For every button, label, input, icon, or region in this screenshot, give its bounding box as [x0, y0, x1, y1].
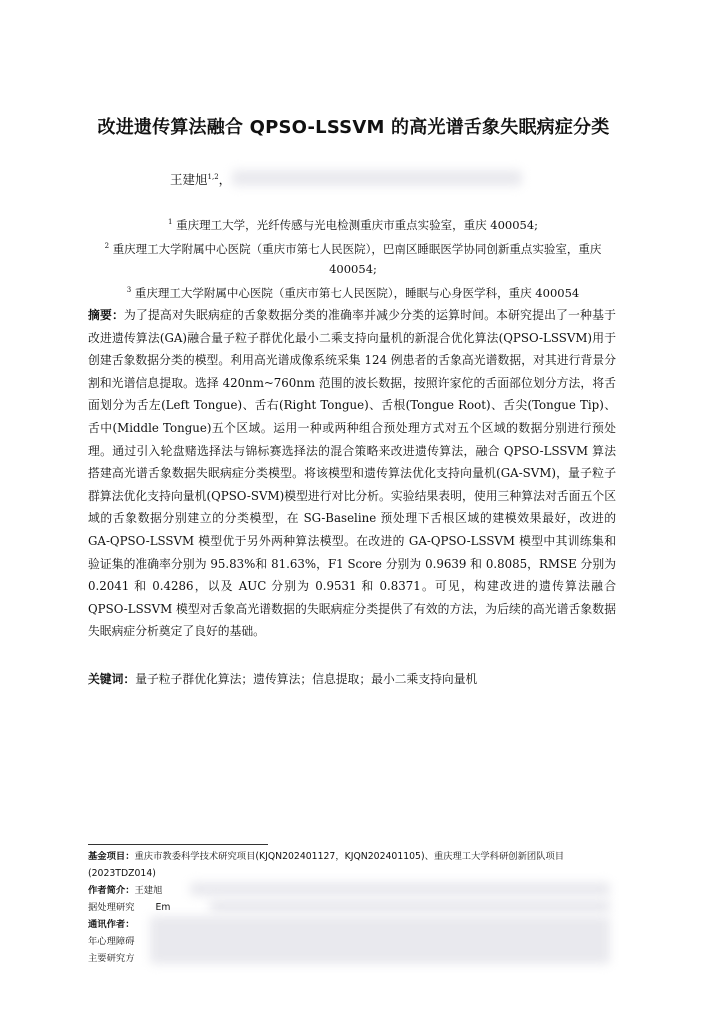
affil-3-sup: 3 [126, 286, 132, 294]
affil-2-text: 重庆理工大学附属中心医院（重庆市第七人民医院），巴南区睡眠医学协同创新重点实验室，重庆 400054; [112, 241, 602, 276]
corr-label: 通讯作者： [88, 919, 135, 930]
affiliation-3 [88, 280, 618, 303]
footnote-divider [88, 844, 268, 845]
paper-title: 改进遗传算法融合 QPSO-LSSVM 的高光谱舌象失眠病症分类 [97, 117, 610, 138]
affiliation-2 [88, 236, 618, 279]
abstract [88, 304, 616, 643]
first-author: 王建旭 [170, 172, 208, 187]
first-author-affil: 1,2 [207, 172, 219, 181]
affil-1-text: 重庆理工大学，光纤传感与光电检测重庆市重点实验室，重庆 400054; [176, 217, 539, 232]
author-note-line2-text: 据处理研究 [88, 902, 135, 913]
keywords-label: 关键词： [88, 672, 136, 686]
affiliation-1 [88, 212, 618, 235]
redacted-footnote-2 [210, 899, 610, 913]
footnote-line4: 年心理障碍 [88, 936, 135, 947]
affil-3-text: 重庆理工大学附属中心医院（重庆市第七人民医院），睡眠与心身医学科，重庆 400054 [134, 285, 580, 300]
redacted-footnote-1 [190, 882, 610, 896]
abstract-label: 摘要： [88, 308, 125, 322]
redacted-footnote-3 [150, 916, 610, 964]
author-line [170, 170, 231, 188]
author-separator: ， [218, 172, 232, 187]
author-note-label: 作者简介： [88, 885, 135, 896]
keywords [88, 670, 477, 687]
keywords-text: 量子粒子群优化算法；遗传算法；信息提取；最小二乘支持向量机 [135, 672, 478, 686]
abstract-text: 为了提高对失眠病症的舌象数据分类的准确率并减少分类的运算时间。本研究提出了一种基于改进遗传算法(GA)融合量子粒子群优化最小二乘支持向量机的新混合优化算法(QPSO-LSSVM)用于创建舌象数据分类的模型。利用高光谱成像系统采集 124 例患者的舌象高光谱数据，对其进行背景分割和光谱信息提取。选择 420nm~760nm 范围的波长数据，按照许家佗的舌面部位划分方法，将舌面划分为舌左(Left Tongue)、舌右(Right Tongue)、舌根(Tongue Root)、舌尖(Tongue Tip)、舌中(Middle Tongue)五个区域。运用一种或两种组合预处理方式对五个区域的数据分别进行预处理。通过引入轮盘赌选择法与锦标赛选择法的混合策略来改进遗传算法，融合 QPSO-LSSVM 算法搭建高光谱舌象数据失眠病症分类模型。将该模型和遗传算法优化支持向量机(GA-SVM)，量子粒子群算法优化支持向量机(QPSO-SVM)模型进行对比分析。实验结果表明，使用三种算法对舌面五个区域的舌象数据分别建立的分类模型，在 SG-Baseline 预处理下舌根区域的建模效果最好，改进的 GA-QPSO-LSSVM 模型优于另外两种算法模型。在改进的 GA-QPSO-LSSVM 模型中其训练集和验证集的准确率分别为 95.83%和 81.63%，F1 Score 分别为 0.9639 和 0.8085，RMSE 分别为 0.2041 和 0.4286，以及 AUC 分别为 0.9531 和 0.8371。可见，构建改进的遗传算法融合 QPSO-LSSVM 模型对舌象高光谱数据的失眠病症分类提供了有效的方法，为后续的高光谱舌象数据失眠病症分析奠定了良好的基础。 [88, 308, 616, 639]
fund-text: 重庆市教委科学技术研究项目(KJQN202401127，KJQN202401105)、重庆理工大学科研创新团队项目(2023TDZ014) [88, 851, 565, 879]
footnote-line5: 主要研究方 [88, 953, 135, 964]
affil-1-sup: 1 [167, 218, 173, 226]
author-email-text: Em [155, 902, 171, 913]
fund-label: 基金项目： [88, 851, 135, 862]
author-note-text: 王建旭 [134, 885, 163, 896]
redacted-authors [232, 170, 522, 186]
affil-2-sup: 2 [104, 242, 110, 250]
fund-note [88, 848, 616, 882]
